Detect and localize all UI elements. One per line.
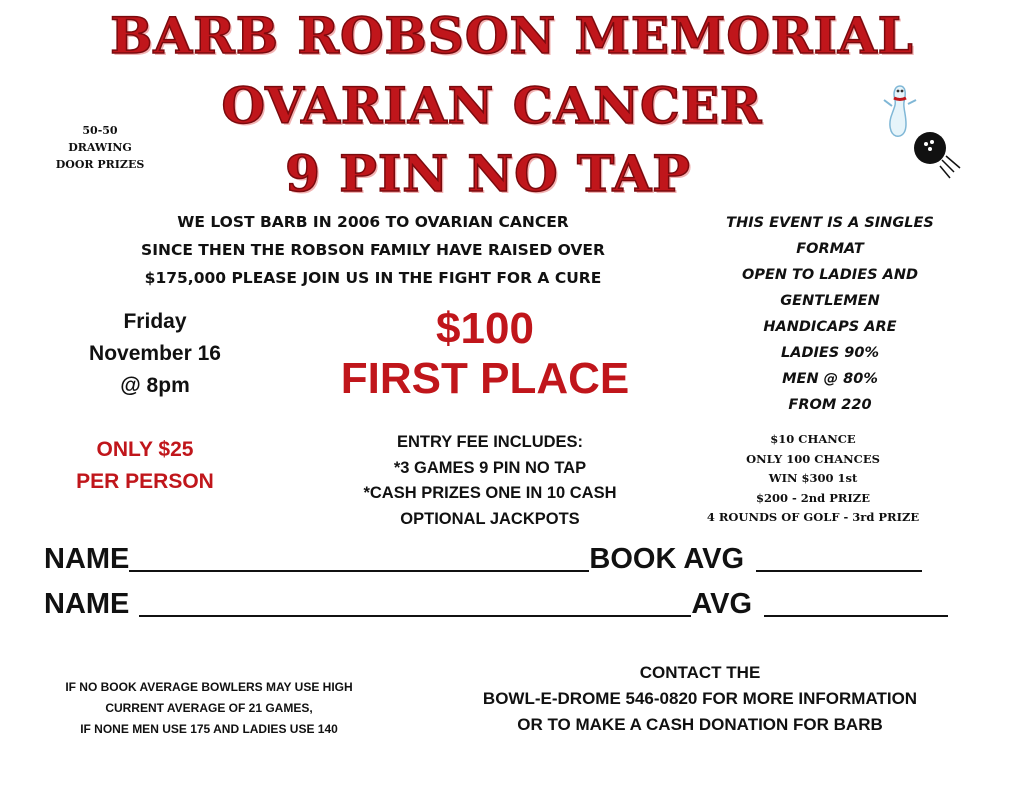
- event-date: [50, 306, 260, 402]
- format-line: GENTLEMEN: [780, 293, 880, 309]
- intro-line: WE LOST BARB IN 2006 TO OVARIAN CANCER: [177, 213, 569, 231]
- format-line: OPEN TO LADIES AND: [742, 267, 918, 283]
- entry-fee-includes: [320, 430, 660, 532]
- avg-note-line: CURRENT AVERAGE OF 21 GAMES,: [105, 701, 313, 715]
- event-day: Friday: [123, 310, 187, 333]
- entry-price: [40, 434, 250, 498]
- entry-line: *CASH PRIZES ONE IN 10 CASH: [363, 484, 617, 502]
- first-prize-amount: $100: [436, 304, 534, 353]
- contact-line: OR TO MAKE A CASH DONATION FOR BARB: [517, 715, 883, 734]
- title-line-2: OVARIAN CANCER: [221, 76, 763, 135]
- name-field[interactable]: [129, 546, 589, 572]
- entry-line: ENTRY FEE INCLUDES:: [396, 433, 584, 451]
- avg-note-line: IF NONE MEN USE 175 AND LADIES USE 140: [80, 722, 338, 736]
- format-line: MEN @ 80%: [782, 371, 878, 387]
- side-note: [40, 122, 160, 173]
- avg-note-line: IF NO BOOK AVERAGE BOWLERS MAY USE HIGH: [65, 680, 353, 694]
- name-field[interactable]: [139, 591, 691, 617]
- format-line: THIS EVENT IS A SINGLES: [726, 215, 934, 231]
- bowling-ball-icon: [914, 132, 960, 178]
- intro-text: [108, 208, 638, 292]
- chance-line: WIN $300 1st: [768, 471, 858, 485]
- chance-line: $200 - 2nd PRIZE: [756, 490, 870, 505]
- bowling-pin-ball-graphic: [870, 78, 980, 188]
- title-line-3: 9 PIN NO TAP: [285, 144, 691, 203]
- registration-row-2: [44, 585, 984, 621]
- registration-row-1: [44, 540, 984, 576]
- contact-line: CONTACT THE: [639, 663, 761, 682]
- average-note: [24, 677, 394, 740]
- format-line: FORMAT: [796, 241, 864, 257]
- price-line: ONLY $25: [96, 438, 194, 461]
- format-line: FROM 220: [788, 397, 872, 413]
- intro-line: SINCE THEN THE ROBSON FAMILY HAVE RAISED OVER: [141, 241, 605, 259]
- name-label: NAME: [44, 588, 130, 620]
- contact-line: BOWL-E-DROME 546-0820 FOR MORE INFORMATION: [482, 689, 918, 708]
- side-note-line: DOOR PRIZES: [55, 158, 145, 171]
- event-date-text: November 16: [89, 342, 221, 365]
- format-line: HANDICAPS ARE: [763, 319, 897, 335]
- side-note-line: DRAWING: [68, 141, 132, 154]
- name-label: NAME: [44, 543, 130, 575]
- intro-line: $175,000 PLEASE JOIN US IN THE FIGHT FOR A CURE: [144, 269, 602, 287]
- event-time: @ 8pm: [120, 374, 190, 397]
- bowling-pin-icon: [884, 86, 916, 136]
- title-line-1: BARB ROBSON MEMORIAL: [110, 6, 914, 65]
- entry-line: *3 GAMES 9 PIN NO TAP: [393, 458, 587, 477]
- chance-line: 4 ROUNDS OF GOLF - 3rd PRIZE: [706, 510, 920, 524]
- contact-info: [420, 660, 980, 738]
- format-line: LADIES 90%: [781, 345, 879, 361]
- first-prize-label: FIRST PLACE: [340, 354, 630, 403]
- chance-line: ONLY 100 CHANCES: [746, 451, 880, 466]
- avg-label: AVG: [691, 588, 753, 620]
- avg-field[interactable]: [764, 591, 948, 617]
- side-note-line: 50-50: [82, 124, 118, 137]
- price-line: PER PERSON: [76, 470, 214, 493]
- raffle-chances: [668, 430, 958, 528]
- book-avg-field[interactable]: [756, 546, 922, 572]
- event-format: [700, 210, 960, 418]
- chance-line: $10 CHANCE: [770, 432, 856, 446]
- entry-line: OPTIONAL JACKPOTS: [400, 509, 580, 528]
- book-avg-label: BOOK AVG: [589, 543, 745, 575]
